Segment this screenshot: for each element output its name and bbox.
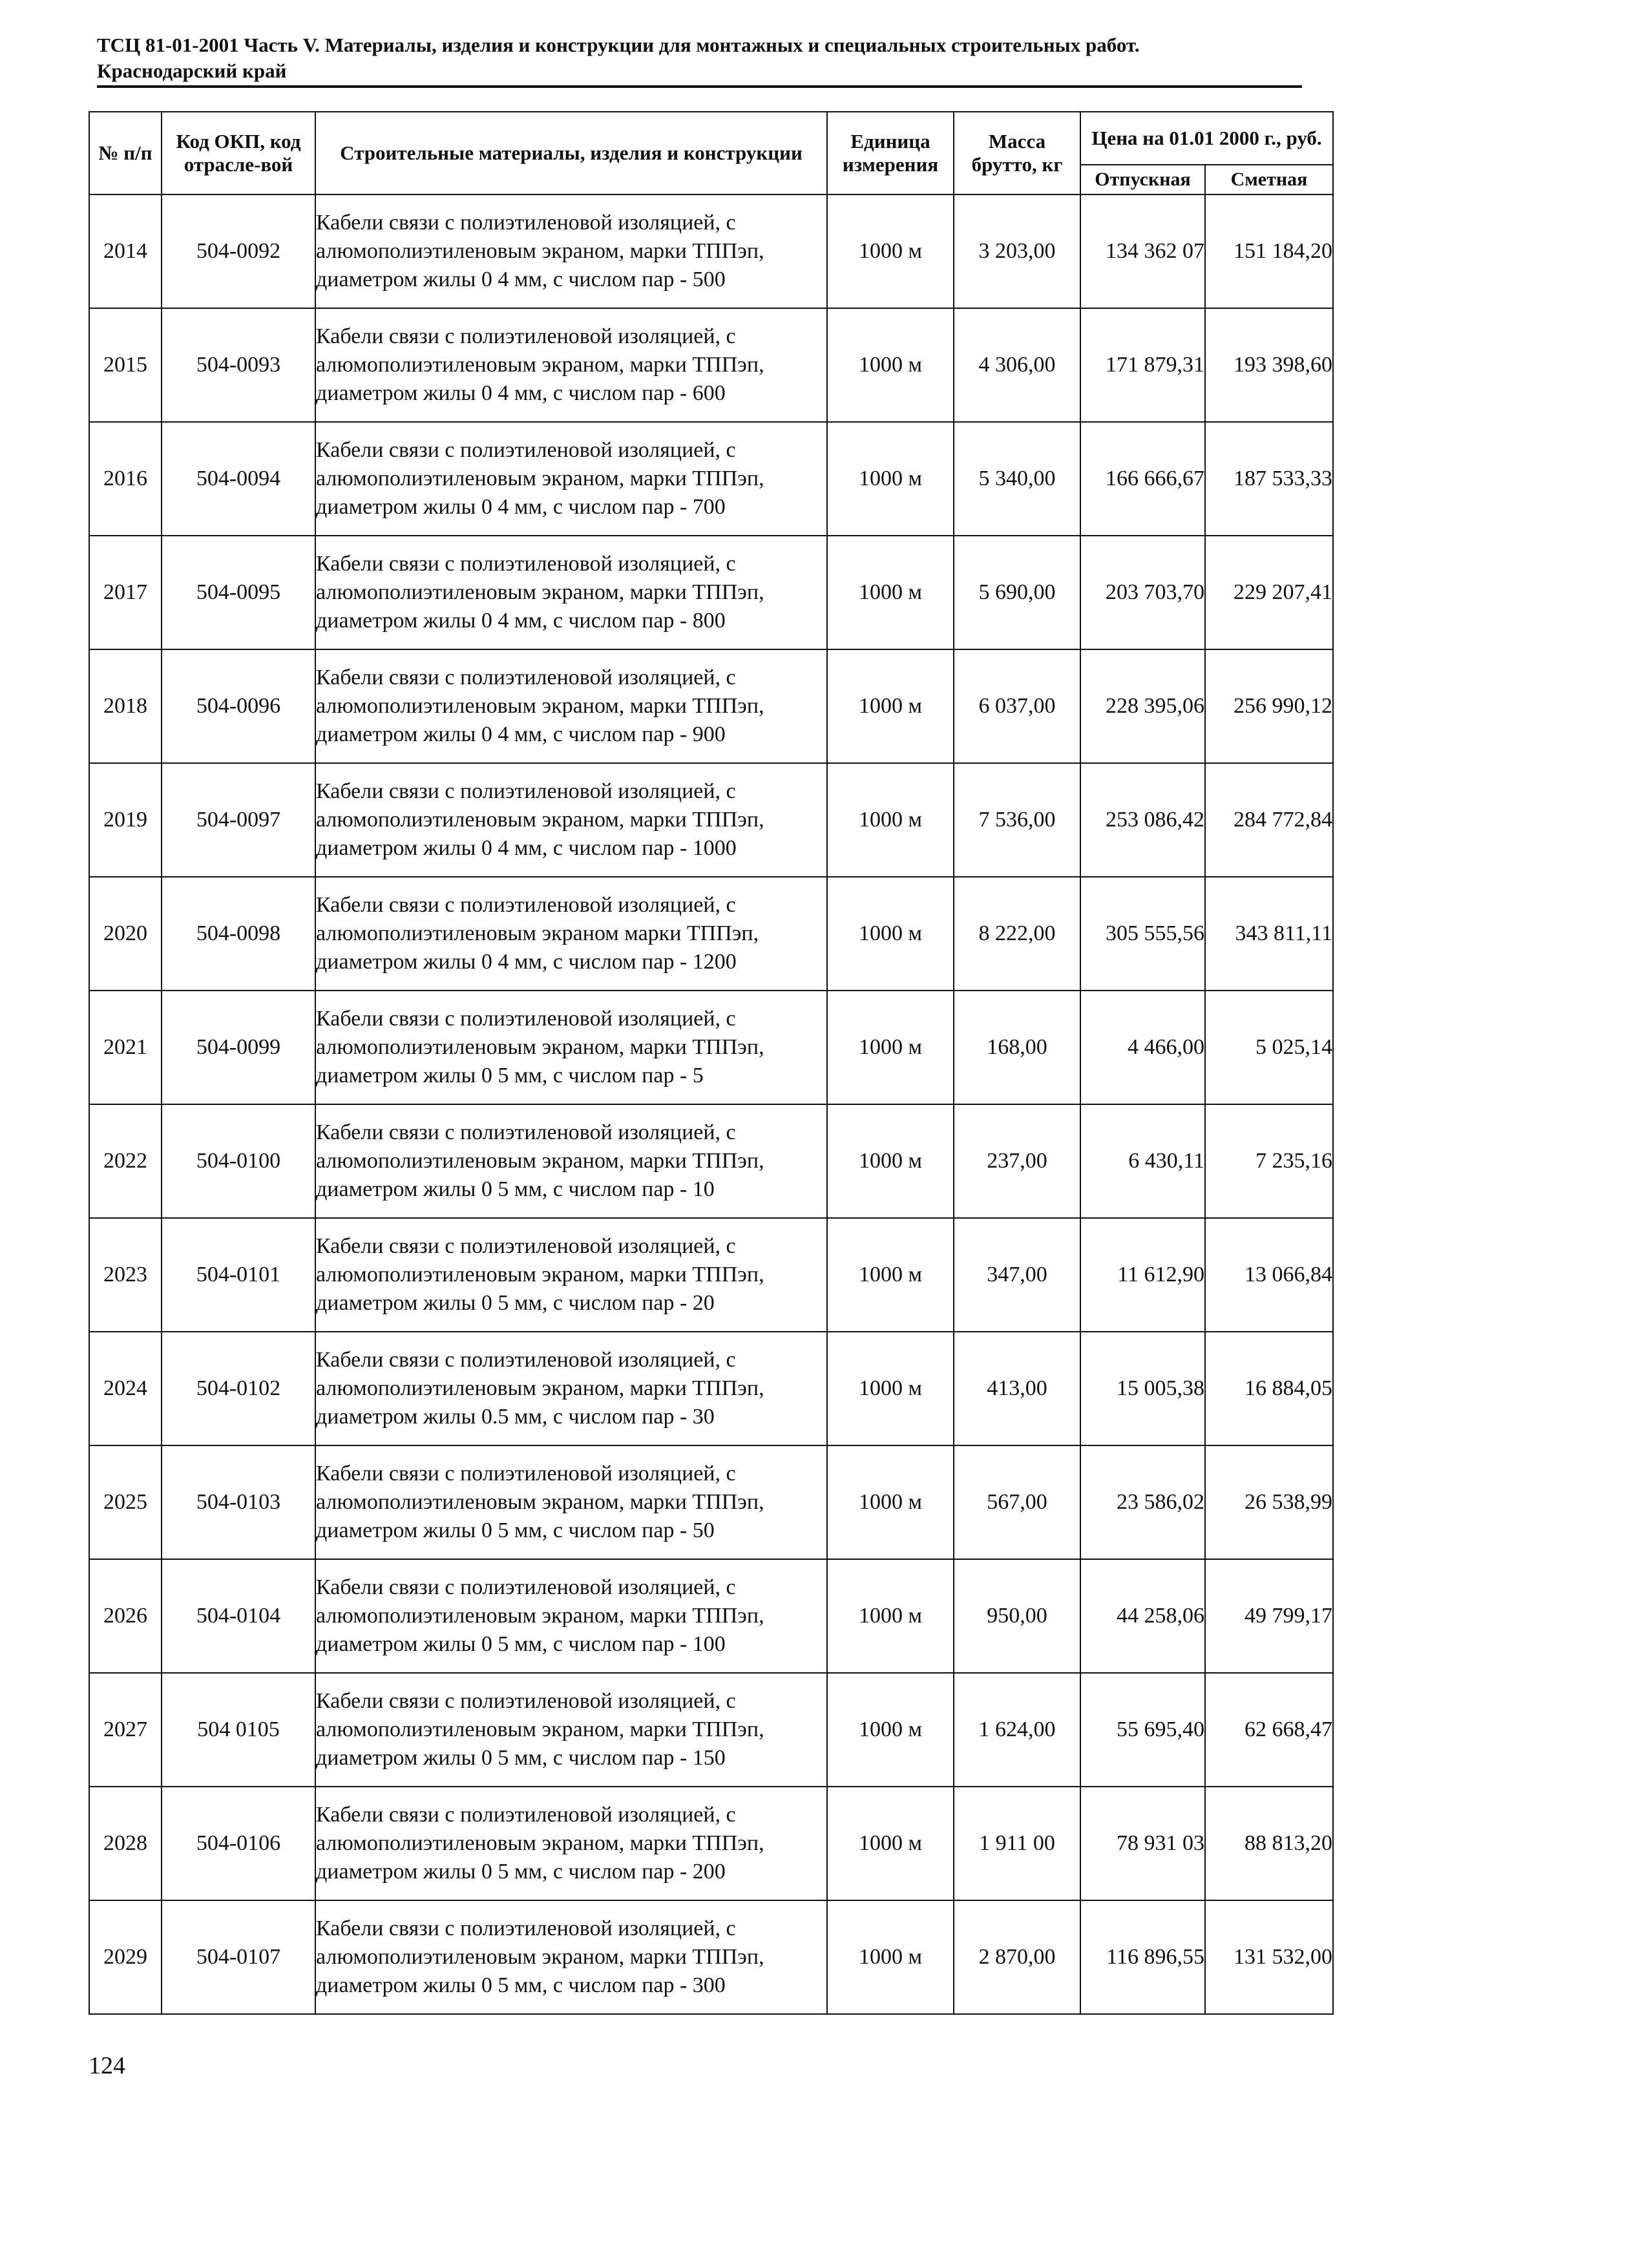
row-release-price: 78 931 03 [1080, 1787, 1205, 1900]
table-row [89, 1787, 1333, 1900]
row-number: 2028 [89, 1787, 162, 1900]
table-row [89, 1673, 1333, 1787]
row-code: 504-0100 [162, 1104, 315, 1218]
table-row [89, 877, 1333, 991]
col-header-release: Отпускная [1080, 165, 1205, 194]
table-row [89, 1218, 1333, 1332]
row-number: 2023 [89, 1218, 162, 1332]
table-row [89, 194, 1333, 308]
row-mass: 413,00 [954, 1332, 1080, 1445]
row-unit: 1000 м [827, 1559, 954, 1673]
row-unit: 1000 м [827, 1104, 954, 1218]
row-number: 2027 [89, 1673, 162, 1787]
row-code: 504-0098 [162, 877, 315, 991]
row-number: 2020 [89, 877, 162, 991]
row-description: Кабели связи с полиэтиленовой изоляцией, с алюмополиэтиленовым экраном, марки ТППэп, диаметром жилы 0 4 мм, с числом пар - 900 [315, 649, 827, 763]
row-mass: 347,00 [954, 1218, 1080, 1332]
row-release-price: 55 695,40 [1080, 1673, 1205, 1787]
row-estimate-price: 26 538,99 [1205, 1445, 1333, 1559]
row-description: Кабели связи с полиэтиленовой изоляцией, с алюмополиэтиленовым экраном, марки ТППэп, диаметром жилы 0 5 мм, с числом пар - 300 [315, 1900, 827, 2014]
row-number: 2026 [89, 1559, 162, 1673]
row-estimate-price: 131 532,00 [1205, 1900, 1333, 2014]
row-estimate-price: 13 066,84 [1205, 1218, 1333, 1332]
row-unit: 1000 м [827, 877, 954, 991]
row-estimate-price: 151 184,20 [1205, 194, 1333, 308]
table-row [89, 649, 1333, 763]
row-unit: 1000 м [827, 649, 954, 763]
row-release-price: 171 879,31 [1080, 308, 1205, 422]
row-description: Кабели связи с полиэтиленовой изоляцией, с алюмополиэтиленовым экраном, марки ТППэп, диаметром жилы 0.5 мм, с числом пар - 30 [315, 1332, 827, 1445]
col-header-name: Строительные материалы, изделия и конструкции [315, 112, 827, 194]
row-estimate-price: 187 533,33 [1205, 422, 1333, 536]
row-release-price: 116 896,55 [1080, 1900, 1205, 2014]
row-code: 504 0105 [162, 1673, 315, 1787]
row-number: 2016 [89, 422, 162, 536]
row-number: 2029 [89, 1900, 162, 2014]
row-mass: 567,00 [954, 1445, 1080, 1559]
row-estimate-price: 5 025,14 [1205, 991, 1333, 1104]
table-row [89, 1559, 1333, 1673]
table-row [89, 308, 1333, 422]
row-code: 504-0107 [162, 1900, 315, 2014]
row-release-price: 228 395,06 [1080, 649, 1205, 763]
row-mass: 8 222,00 [954, 877, 1080, 991]
row-release-price: 305 555,56 [1080, 877, 1205, 991]
page-number: 124 [89, 2052, 125, 2079]
row-code: 504-0099 [162, 991, 315, 1104]
row-mass: 1 624,00 [954, 1673, 1080, 1787]
row-unit: 1000 м [827, 1787, 954, 1900]
header-title: ТСЦ 81-01-2001 Часть V. Материалы, изделия и конструкции для монтажных и специальных строительных работ. [97, 34, 1140, 56]
row-unit: 1000 м [827, 308, 954, 422]
row-estimate-price: 229 207,41 [1205, 536, 1333, 649]
col-header-estimate: Сметная [1205, 165, 1333, 194]
row-estimate-price: 256 990,12 [1205, 649, 1333, 763]
row-description: Кабели связи с полиэтиленовой изоляцией, с алюмополиэтиленовым экраном, марки ТППэп, диаметром жилы 0 5 мм, с числом пар - 150 [315, 1673, 827, 1787]
row-mass: 4 306,00 [954, 308, 1080, 422]
table-row [89, 991, 1333, 1104]
table-row [89, 536, 1333, 649]
col-header-mass: Масса брутто, кг [954, 112, 1080, 194]
row-code: 504-0104 [162, 1559, 315, 1673]
row-description: Кабели связи с полиэтиленовой изоляцией, с алюмополиэтиленовым экраном, марки ТППэп, диаметром жилы 0 5 мм, с числом пар - 5 [315, 991, 827, 1104]
row-description: Кабели связи с полиэтиленовой изоляцией, с алюмополиэтиленовым экраном, марки ТППэп, диаметром жилы 0 4 мм, с числом пар - 700 [315, 422, 827, 536]
row-number: 2015 [89, 308, 162, 422]
row-code: 504-0103 [162, 1445, 315, 1559]
row-unit: 1000 м [827, 536, 954, 649]
row-mass: 7 536,00 [954, 763, 1080, 877]
table-row [89, 1900, 1333, 2014]
col-header-unit: Единица измерения [827, 112, 954, 194]
row-estimate-price: 193 398,60 [1205, 308, 1333, 422]
row-unit: 1000 м [827, 1673, 954, 1787]
row-unit: 1000 м [827, 1218, 954, 1332]
row-release-price: 15 005,38 [1080, 1332, 1205, 1445]
row-release-price: 44 258,06 [1080, 1559, 1205, 1673]
row-description: Кабели связи с полиэтиленовой изоляцией, с алюмополиэтиленовым экраном, марки ТППэп, диаметром жилы 0 5 мм, с числом пар - 100 [315, 1559, 827, 1673]
row-estimate-price: 343 811,11 [1205, 877, 1333, 991]
row-description: Кабели связи с полиэтиленовой изоляцией, с алюмополиэтиленовым экраном марки ТППэп, диаметром жилы 0 4 мм, с числом пар - 1200 [315, 877, 827, 991]
row-unit: 1000 м [827, 763, 954, 877]
row-unit: 1000 м [827, 422, 954, 536]
row-description: Кабели связи с полиэтиленовой изоляцией, с алюмополиэтиленовым экраном, марки ТППэп, диаметром жилы 0 4 мм, с числом пар - 1000 [315, 763, 827, 877]
col-header-num: № п/п [89, 112, 162, 194]
row-unit: 1000 м [827, 1445, 954, 1559]
row-description: Кабели связи с полиэтиленовой изоляцией, с алюмополиэтиленовым экраном, марки ТППэп, диаметром жилы 0 4 мм, с числом пар - 500 [315, 194, 827, 308]
row-estimate-price: 88 813,20 [1205, 1787, 1333, 1900]
row-code: 504-0097 [162, 763, 315, 877]
table-body [89, 194, 1333, 2014]
row-mass: 2 870,00 [954, 1900, 1080, 2014]
row-release-price: 134 362 07 [1080, 194, 1205, 308]
row-mass: 3 203,00 [954, 194, 1080, 308]
table-row [89, 1104, 1333, 1218]
row-estimate-price: 62 668,47 [1205, 1673, 1333, 1787]
row-description: Кабели связи с полиэтиленовой изоляцией, с алюмополиэтиленовым экраном, марки ТППэп, диаметром жилы 0 5 мм, с числом пар - 200 [315, 1787, 827, 1900]
row-number: 2018 [89, 649, 162, 763]
row-release-price: 166 666,67 [1080, 422, 1205, 536]
row-number: 2021 [89, 991, 162, 1104]
row-unit: 1000 м [827, 991, 954, 1104]
row-release-price: 253 086,42 [1080, 763, 1205, 877]
row-number: 2019 [89, 763, 162, 877]
row-number: 2022 [89, 1104, 162, 1218]
row-mass: 168,00 [954, 991, 1080, 1104]
page-header [97, 32, 1299, 84]
row-release-price: 6 430,11 [1080, 1104, 1205, 1218]
row-number: 2024 [89, 1332, 162, 1445]
row-code: 504-0102 [162, 1332, 315, 1445]
row-code: 504-0092 [162, 194, 315, 308]
col-header-code: Код ОКП, код отрасле-вой [162, 112, 315, 194]
table-row [89, 763, 1333, 877]
row-release-price: 203 703,70 [1080, 536, 1205, 649]
row-estimate-price: 7 235,16 [1205, 1104, 1333, 1218]
row-mass: 5 340,00 [954, 422, 1080, 536]
header-region: Краснодарский край [97, 59, 287, 82]
row-mass: 1 911 00 [954, 1787, 1080, 1900]
row-mass: 950,00 [954, 1559, 1080, 1673]
row-mass: 237,00 [954, 1104, 1080, 1218]
table-row [89, 422, 1333, 536]
table-row [89, 1445, 1333, 1559]
row-release-price: 23 586,02 [1080, 1445, 1205, 1559]
row-number: 2014 [89, 194, 162, 308]
row-description: Кабели связи с полиэтиленовой изоляцией, с алюмополиэтиленовым экраном, марки ТППэп, диаметром жилы 0 4 мм, с числом пар - 600 [315, 308, 827, 422]
row-number: 2017 [89, 536, 162, 649]
row-unit: 1000 м [827, 1900, 954, 2014]
header-divider [97, 85, 1302, 88]
row-description: Кабели связи с полиэтиленовой изоляцией, с алюмополиэтиленовым экраном, марки ТППэп, диаметром жилы 0 5 мм, с числом пар - 20 [315, 1218, 827, 1332]
row-estimate-price: 49 799,17 [1205, 1559, 1333, 1673]
row-code: 504-0093 [162, 308, 315, 422]
row-code: 504-0095 [162, 536, 315, 649]
row-release-price: 11 612,90 [1080, 1218, 1205, 1332]
row-code: 504-0094 [162, 422, 315, 536]
row-estimate-price: 284 772,84 [1205, 763, 1333, 877]
row-mass: 6 037,00 [954, 649, 1080, 763]
row-mass: 5 690,00 [954, 536, 1080, 649]
row-description: Кабели связи с полиэтиленовой изоляцией, с алюмополиэтиленовым экраном, марки ТППэп, диаметром жилы 0 4 мм, с числом пар - 800 [315, 536, 827, 649]
row-release-price: 4 466,00 [1080, 991, 1205, 1104]
row-description: Кабели связи с полиэтиленовой изоляцией, с алюмополиэтиленовым экраном, марки ТППэп, диаметром жилы 0 5 мм, с числом пар - 10 [315, 1104, 827, 1218]
table-row [89, 1332, 1333, 1445]
price-table [89, 111, 1334, 2015]
row-unit: 1000 м [827, 194, 954, 308]
row-code: 504-0101 [162, 1218, 315, 1332]
row-code: 504-0096 [162, 649, 315, 763]
row-number: 2025 [89, 1445, 162, 1559]
row-estimate-price: 16 884,05 [1205, 1332, 1333, 1445]
row-unit: 1000 м [827, 1332, 954, 1445]
row-description: Кабели связи с полиэтиленовой изоляцией, с алюмополиэтиленовым экраном, марки ТППэп, диаметром жилы 0 5 мм, с числом пар - 50 [315, 1445, 827, 1559]
col-header-price: Цена на 01.01 2000 г., руб. [1080, 112, 1333, 165]
row-code: 504-0106 [162, 1787, 315, 1900]
